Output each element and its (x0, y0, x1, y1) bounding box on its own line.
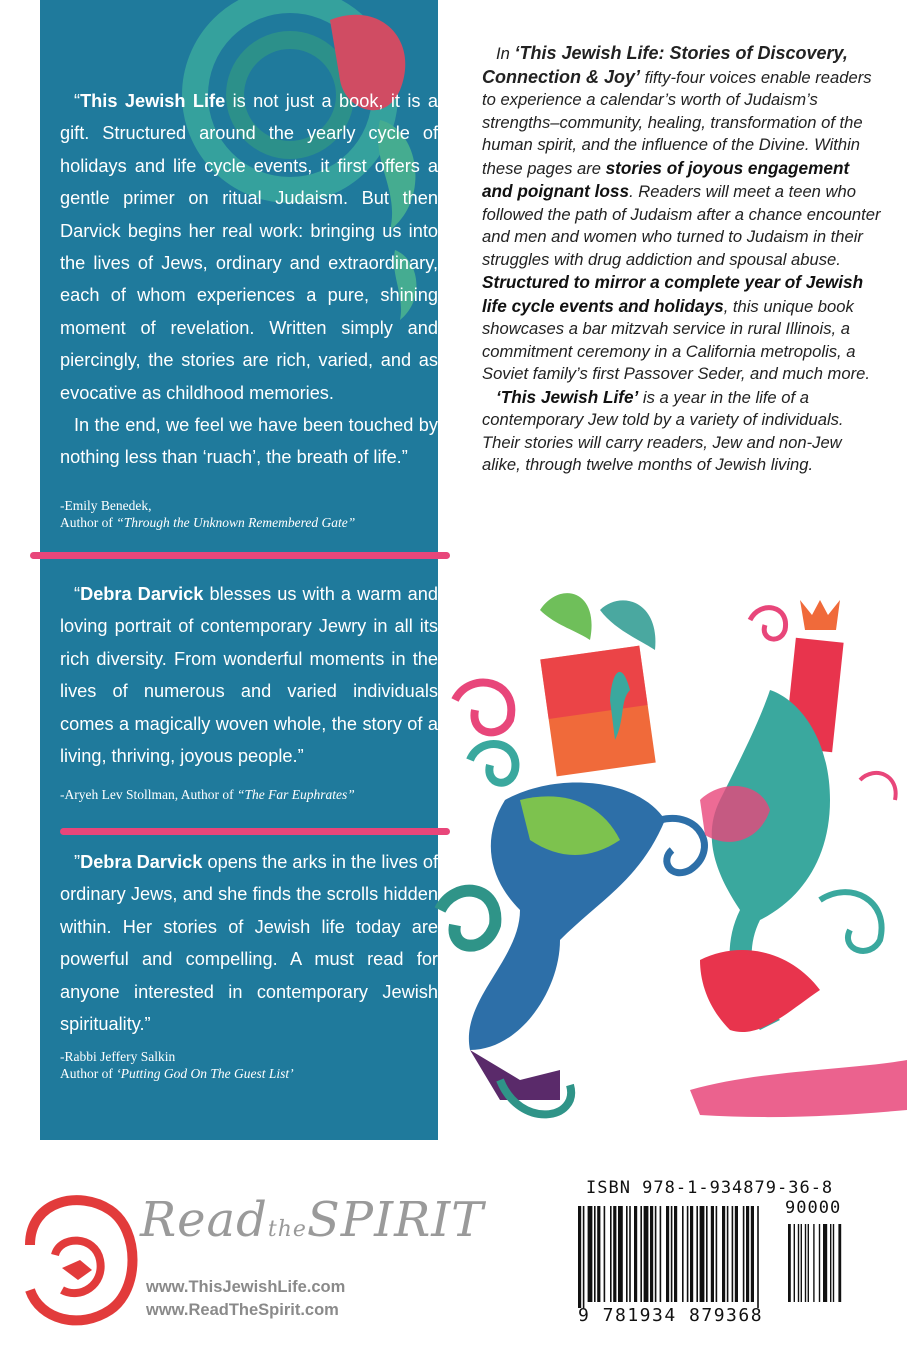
barcode-bar (666, 1206, 669, 1302)
barcode-bar (583, 1206, 585, 1308)
barcode-bar (751, 1206, 754, 1302)
barcode-bar (644, 1206, 649, 1302)
quote-1-lead: This Jewish Life (80, 91, 226, 111)
barcode-bar (805, 1224, 806, 1302)
barcode-bar (690, 1206, 693, 1302)
quote-3-lead: Debra Darvick (80, 852, 203, 872)
barcode-bar (830, 1224, 831, 1302)
pink-divider-2 (60, 828, 450, 835)
quote-2-book: “The Far Euphrates” (236, 787, 355, 802)
quote-1-author: -Emily Benedek, (60, 498, 152, 513)
quote-1-text2: In the end, we feel we have been touched by nothing less than ‘ruach’, the breath of life.” (60, 415, 438, 468)
barcode-bar (660, 1206, 662, 1302)
quote-3: ”Debra Darvick opens the arks in the lives of ordinary Jews, and she finds the scrolls hidden within. Her stories of Jewish life today are powerful and compelling. A must read for anyone interested in contemporary Jewish spirituality.” (60, 852, 438, 1035)
barcode-bar (700, 1206, 705, 1302)
quote-2-author: -Aryeh Lev Stollman (60, 787, 175, 802)
quote-1-attribution: -Emily Benedek, Author of “Through the Unknown Remembered Gate” (60, 498, 356, 530)
quote-1-text: is not just a book, it is a gift. Structured around the yearly cycle of holidays and life cycle events, it first offers a gentle primer on ritual Judaism. But then Darvick begins her real work: bringing us into the lives of Jews, ordinary and extraordinary, each of whom experiences a pure, shining moment of revelation. Written simply and piercingly, the stories are rich, varied, and as evocative as childhood memories. (60, 91, 438, 403)
barcode-bar (610, 1206, 612, 1302)
barcode-bar (594, 1206, 596, 1302)
barcode-bar (640, 1206, 642, 1302)
quote-3-author: -Rabbi Jeffery Salkin (60, 1049, 176, 1064)
barcode-bar (687, 1206, 689, 1302)
barcode-bar (808, 1224, 809, 1302)
barcode-bar (618, 1206, 623, 1302)
barcode-bar (716, 1206, 718, 1302)
quote-3-book: ‘Putting God On The Guest List’ (116, 1066, 294, 1081)
barcode-bar (735, 1206, 738, 1302)
barcode-bar (629, 1206, 631, 1302)
quote-2-attribution: -Aryeh Lev Stollman, Author of “The Far Euphrates” (60, 787, 355, 802)
barcode-bar (706, 1206, 708, 1302)
barcode-bar (650, 1206, 653, 1302)
barcode-bar (801, 1224, 802, 1302)
barcode-bar (613, 1206, 616, 1302)
barcode-bar (711, 1206, 714, 1302)
quote-3-text: opens the arks in the lives of ordinary Jews, and she finds the scrolls hidden within. Her stories of Jewish life today are powerful and compelling. A must read for anyone interested in contemporary Jewish spirituality.” (60, 852, 438, 1035)
quote-2: “Debra Darvick blesses us with a warm and loving portrait of contemporary Jewry in all its rich diversity. From wonderful moments in the lives of numerous and varied individuals comes a magically woven whole, the story of a living, thriving, joyous people.” (60, 584, 438, 767)
book-description: In ‘This Jewish Life: Stories of Discovery, Connection & Joy’ fifty-four voices enable readers to experience a calendar’s worth of Judaism’s strengths–community, healing, transformation of the human spirit, and the influence of the Divine. Within these pages are stories of joyous engagement and poignant loss. Readers will meet a teen who followed the path of Judaism after a chance encounter and men and women who turned to Judaism in their struggles with drug addiction and spousal abuse. Structured to mirror a complete year of Jewish life cycle events and holidays, this unique book showcases a bar mitzvah service in rural Illinois, a commitment ceremony in a California metropolis, a Soviet family’s first Passover Seder, and much more. ‘This Jewish Life’ is a year in the life of a contemporary Jew told by a variety of individuals. Their stories will carry readers, Jew and non-Jew alike, through twelve months of Jewish living. (482, 43, 881, 474)
barcode-bar (823, 1224, 827, 1302)
barcode-bar (732, 1206, 734, 1302)
dancer-right (690, 600, 907, 1117)
barcode-bar (819, 1224, 820, 1302)
book-title: ‘This Jewish Life: Stories of Discovery, Connection & Joy’ (482, 43, 848, 87)
read-the-spirit-logo: ReadtheSPIRIT (140, 1192, 485, 1248)
barcode-bar (674, 1206, 677, 1302)
dancer-left (440, 593, 704, 1114)
ean-number: 9 781934 879368 (578, 1305, 764, 1326)
barcode-bar (727, 1206, 729, 1302)
isbn-number: ISBN 978-1-934879-36-8 (586, 1178, 834, 1198)
barcode-bar (626, 1206, 628, 1302)
quote-3-attribution: -Rabbi Jeffery Salkin Author of ‘Putting God On The Guest List’ (60, 1049, 294, 1081)
barcode-bar (682, 1206, 684, 1302)
quote-1: “This Jewish Life is not just a book, it is a gift. Structured around the yearly cycle of holidays and life cycle events, it first offers a gentle primer on ritual Judaism. But then Darvick begins her real work: bringing us into the lives of Jews, ordinary and extraordinary, each of whom experiences a pure, shining moment of revelation. Written simply and piercingly, the stories are rich, varied, and as evocative as childhood memories. In the end, we feel we have been touched by nothing less than ‘ruach’, the breath of life.” (60, 85, 438, 474)
barcode-bar (597, 1206, 600, 1302)
barcode-bar (634, 1206, 637, 1302)
barcode-bar (588, 1206, 593, 1302)
pink-divider-1 (30, 552, 450, 559)
url-this-jewish-life[interactable]: www.ThisJewishLife.com (146, 1278, 346, 1296)
barcode-bar (798, 1224, 799, 1302)
barcode-bar (671, 1206, 673, 1302)
barcode-bar (794, 1224, 795, 1302)
barcode-bar (746, 1206, 749, 1302)
barcode-bar (696, 1206, 698, 1302)
barcode-bar (655, 1206, 657, 1302)
barcode-bar (578, 1206, 581, 1308)
price-code: 90000 (785, 1198, 842, 1218)
barcode (578, 1196, 846, 1308)
quote-2-text: blesses us with a warm and loving portrait of contemporary Jewry in all its rich diversity. From wonderful moments in the lives of numerous and varied individuals comes a magically woven whole, the story of a living, thriving, joyous people.” (60, 584, 438, 767)
barcode-bar (838, 1224, 841, 1302)
barcode-bar (722, 1206, 725, 1302)
barcode-bar (813, 1224, 814, 1302)
barcode-bar (604, 1206, 606, 1302)
barcode-bar (757, 1206, 759, 1308)
url-read-the-spirit[interactable]: www.ReadTheSpirit.com (146, 1301, 339, 1319)
barcode-bar (788, 1224, 791, 1302)
quote-1-book: “Through the Unknown Remembered Gate” (116, 515, 356, 530)
quote-2-lead: Debra Darvick (80, 584, 204, 604)
barcode-bar (743, 1206, 745, 1302)
barcode-bar (833, 1224, 834, 1302)
